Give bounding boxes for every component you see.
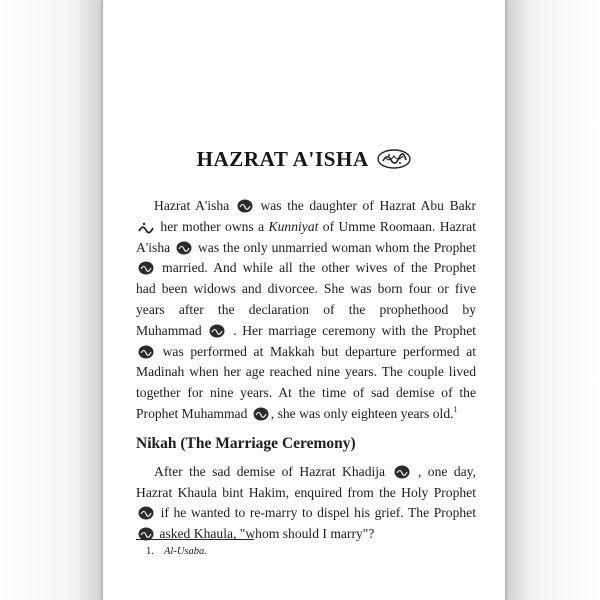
text-line (136, 300, 476, 321)
text-span: her mother owns a (160, 218, 265, 234)
text-line (136, 383, 476, 404)
text-span: , she was only eighteen years old. (270, 405, 454, 421)
section-heading: Nikah (The Marriage Ceremony) (136, 434, 356, 452)
footnote-number: 1. (146, 546, 154, 557)
text-span: was the only unmarried woman whom the Prophet (197, 239, 476, 255)
honorific-seal-icon (237, 199, 253, 213)
footnote-text: Al-Usaba. (164, 546, 207, 557)
text-line (136, 238, 476, 259)
background-right (504, 0, 600, 600)
text-line (136, 279, 476, 300)
text-line (136, 196, 476, 217)
text-line (136, 321, 476, 342)
text-line (136, 362, 476, 383)
text-span: A'isha (136, 239, 171, 255)
footnote-divider (136, 539, 254, 540)
text-line (136, 217, 476, 238)
text-span: together for nine years. At the time of sad demise of the (136, 385, 476, 401)
text-italic: Kunniyat (268, 218, 319, 234)
honorific-seal-icon (209, 324, 225, 338)
text-span: After the sad demise of Hazrat Khadija (154, 463, 386, 479)
text-span: Prophet Muhammad (136, 405, 248, 421)
text-span: Hazrat Khaula bint Hakim, enquired from the Holy Prophet (136, 484, 476, 500)
text-span: married. And while all the other wives of the Prophet (162, 260, 476, 276)
text-line (136, 258, 476, 279)
chapter-title-text: HAZRAT A'ISHA (196, 147, 368, 171)
text-span: Muhammad (136, 322, 202, 338)
text-span: was performed at Makkah but departure performed at (162, 343, 477, 359)
honorific-seal-icon (377, 149, 411, 169)
text-line (136, 503, 476, 524)
chapter-title (103, 147, 505, 172)
text-line (136, 342, 476, 363)
text-line (136, 483, 476, 504)
background-left (0, 0, 104, 600)
text-span: , one day, (417, 463, 476, 479)
honorific-seal-icon (138, 345, 154, 359)
honorific-seal-icon (138, 220, 154, 234)
honorific-seal-icon (138, 506, 154, 520)
text-span: of Umme Roomaan. Hazrat (322, 218, 476, 234)
text-span: Hazrat A'isha (154, 198, 230, 213)
text-span: years after the declaration of the prophethood by (136, 301, 476, 317)
text-span: if he wanted to re-marry to dispel his grief. The Prophet (160, 505, 476, 521)
footnote (146, 546, 207, 557)
text-span: asked Khaula, "whom should I marry"? (159, 526, 375, 542)
book-page (103, 0, 505, 600)
page-body (136, 196, 476, 545)
text-line (136, 404, 476, 425)
text-span: Madinah when her age reached nine years. The couple lived (136, 364, 476, 380)
text-line (136, 462, 476, 483)
honorific-seal-icon (253, 407, 269, 421)
honorific-seal-icon (138, 261, 154, 275)
honorific-seal-icon (176, 241, 192, 255)
text-span: had been widows and divorcee. She was born four or five (136, 281, 476, 297)
honorific-seal-icon (394, 465, 410, 479)
text-span: . Her marriage ceremony with the Prophet (233, 322, 477, 338)
footnote-marker: 1 (453, 404, 458, 414)
text-line (136, 524, 476, 545)
text-span: was the daughter of Hazrat Abu Bakr (260, 198, 476, 213)
